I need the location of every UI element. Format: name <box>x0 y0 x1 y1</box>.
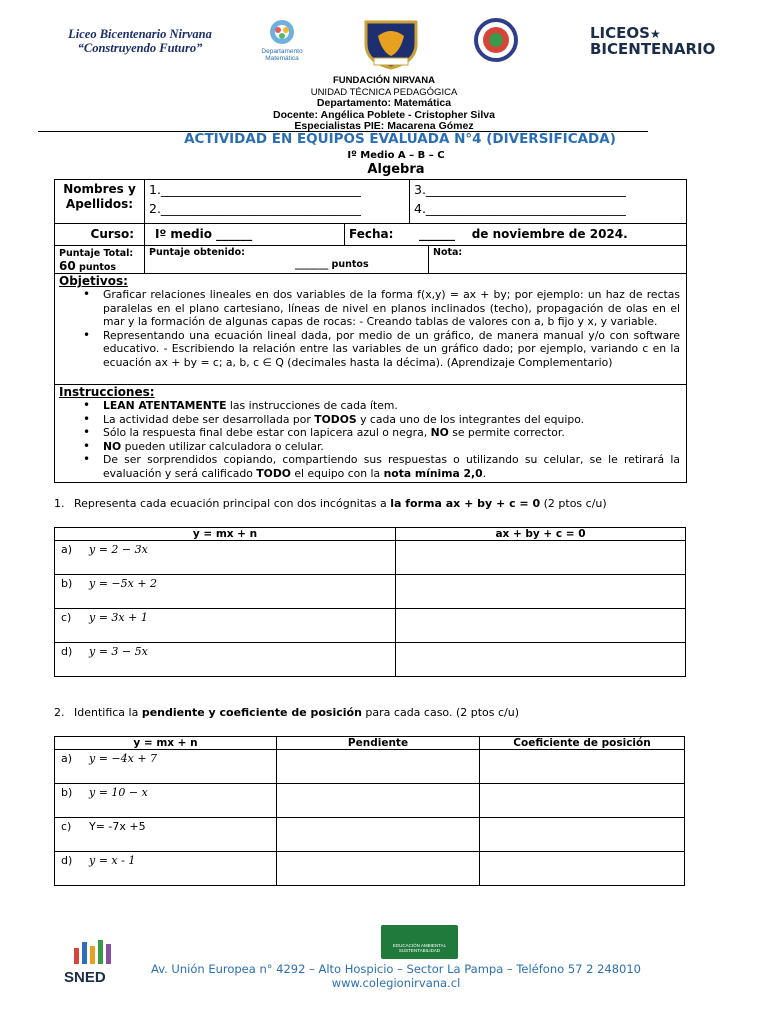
grade-label: Nota: <box>433 247 463 258</box>
total-score-label: Puntaje Total: <box>59 248 134 259</box>
objectives-title: Objetivos: <box>59 274 128 288</box>
unit-line: UNIDAD TÉCNICA PEDAGÓGICA <box>310 86 458 98</box>
q1-row-d: d) y = 3 − 5x <box>55 643 396 677</box>
course-line: Iº Medio A – B – C <box>347 150 445 161</box>
instruction-item: • NO pueden utilizar calculadora o celular. <box>83 440 680 454</box>
q2-intercept-d[interactable] <box>480 852 685 886</box>
total-score-value: 60 <box>59 259 76 273</box>
q1-header-col1: y = mx + n <box>55 528 396 541</box>
q1-answer-d[interactable] <box>396 643 686 677</box>
date-field[interactable]: ______ de noviembre de 2024. <box>419 227 628 241</box>
question-1-table <box>54 527 686 677</box>
obtained-score-field[interactable]: _______ puntos <box>295 259 369 270</box>
objective-item: • Representando una ecuación lineal dada, por medio de un gráfico, de manera manual y/o con software educativo. - Escribiendo la relación entre las variables de un gráfico dado; por ejemplo, variando c en la ecuación ax + by = c; a, b, c ∈ Q (decimales hasta la décima). (Aprendizaje Complementario) <box>83 329 680 370</box>
student-info-table <box>54 179 687 483</box>
topic-heading: Algebra <box>367 162 425 177</box>
q2-row-b: b) y = 10 − x <box>55 784 277 818</box>
school-motto: “Construyendo Futuro” <box>77 41 203 55</box>
math-department-logo <box>254 18 310 66</box>
q2-row-a: a) y = −4x + 7 <box>55 750 277 784</box>
q1-answer-a[interactable] <box>396 541 686 575</box>
math-logo-caption: Departamento Matemática <box>261 48 303 62</box>
q2-intercept-b[interactable] <box>480 784 685 818</box>
total-score-unit: puntos <box>79 262 117 273</box>
q1-answer-c[interactable] <box>396 609 686 643</box>
footer-website[interactable]: www.colegionirvana.cl <box>331 976 461 990</box>
q2-slope-b[interactable] <box>277 784 480 818</box>
instruction-item: • La actividad debe ser desarrollada por TODOS y cada uno de los integrantes del equipo. <box>83 413 680 427</box>
q2-intercept-c[interactable] <box>480 818 685 852</box>
q2-row-c: c) Y= -7x +5 <box>55 818 277 852</box>
school-header <box>30 27 250 55</box>
footer-address: Av. Unión Europea n° 4292 – Alto Hospicio – Sector La Pampa – Teléfono 57 2 248010 <box>151 962 641 976</box>
environmental-certification-badge <box>381 925 458 959</box>
objective-item: • Graficar relaciones lineales en dos variables de la forma f(x,y) = ax + by; por ejemplo: un haz de rectas paralelas en el plano cartesiano, líneas de nivel en planos inclinados (techo), propagación de olas en el mar y la formación de algunas capas de rocas: - Creando tablas de valores con a, b fijo y x, y variable. <box>83 288 680 329</box>
question-1-prompt: 1. Representa cada ecuación principal con dos incógnitas a la forma ax + by + c = 0 (2 ptos c/u) <box>54 497 607 510</box>
date-label: Fecha: <box>349 227 394 241</box>
course-field[interactable]: Iº medio ______ <box>145 224 345 245</box>
school-name: Liceo Bicentenario Nirvana <box>68 27 212 41</box>
green-badge-text: EDUCACIÓN AMBIENTAL SUSTENTABILIDAD <box>392 943 447 953</box>
q2-slope-c[interactable] <box>277 818 480 852</box>
name-line-1[interactable]: 1.________________________________ <box>149 182 361 197</box>
q2-slope-d[interactable] <box>277 852 480 886</box>
q1-answer-b[interactable] <box>396 575 686 609</box>
q2-intercept-a[interactable] <box>480 750 685 784</box>
foundation-line: FUNDACIÓN NIRVANA <box>332 75 436 86</box>
bicentenario-line2: BICENTENARIO <box>590 40 716 58</box>
name-line-4[interactable]: 4.________________________________ <box>414 201 626 216</box>
teachers-line: Docente: Angélica Poblete - Cristopher Silva <box>273 108 495 121</box>
seal-icon <box>472 18 520 62</box>
instruction-item: • LEAN ATENTAMENTE las instrucciones de cada ítem. <box>83 399 680 413</box>
q2-row-d: d) y = x - 1 <box>55 852 277 886</box>
instructions-title: Instrucciones: <box>59 385 155 399</box>
q1-row-a: a) y = 2 − 3x <box>55 541 396 575</box>
liceos-bicentenario-logo <box>590 26 730 57</box>
name-line-2[interactable]: 2.________________________________ <box>149 201 361 216</box>
question-2-table <box>54 736 685 886</box>
bicentenario-line1: LICEOS <box>590 24 650 42</box>
institution-block <box>0 75 768 133</box>
star-icon: ★ <box>649 27 661 41</box>
names-label: Nombres y Apellidos: <box>55 180 145 223</box>
department-line: Departamento: Matemática <box>316 97 452 109</box>
question-2-prompt: 2. Identifica la pendiente y coeficiente de posición para cada caso. (2 ptos c/u) <box>54 706 520 719</box>
footer-contact <box>0 962 768 990</box>
sned-label: SNED <box>64 969 106 986</box>
q2-slope-a[interactable] <box>277 750 480 784</box>
activity-title: ACTIVIDAD EN EQUIPOS EVALUADA N°4 (DIVERSIFICADA) <box>184 131 616 147</box>
q2-header-col1: y = mx + n <box>55 737 277 750</box>
q2-header-col2: Pendiente <box>277 737 480 750</box>
q1-row-b: b) y = −5x + 2 <box>55 575 396 609</box>
instruction-item: • Sólo la respuesta final debe estar con lapicera azul o negra, NO se permite corrector. <box>83 426 680 440</box>
q1-row-c: c) y = 3x + 1 <box>55 609 396 643</box>
q2-header-col3: Coeficiente de posición <box>480 737 685 750</box>
name-line-3[interactable]: 3.________________________________ <box>414 182 626 197</box>
obtained-score-label: Puntaje obtenido: <box>149 247 245 258</box>
school-crest-icon <box>360 18 422 70</box>
instruction-item: • De ser sorprendidos copiando, compartiendo sus respuestas o utilizando su celular, se le retirará la evaluación y será calificado TODO el equipo con la nota mínima 2,0. <box>83 453 680 480</box>
q1-header-col2: ax + by + c = 0 <box>396 528 686 541</box>
course-label: Curso: <box>55 224 145 245</box>
specialists-line: Especialistas PIE: Macarena Gómez <box>294 120 474 132</box>
